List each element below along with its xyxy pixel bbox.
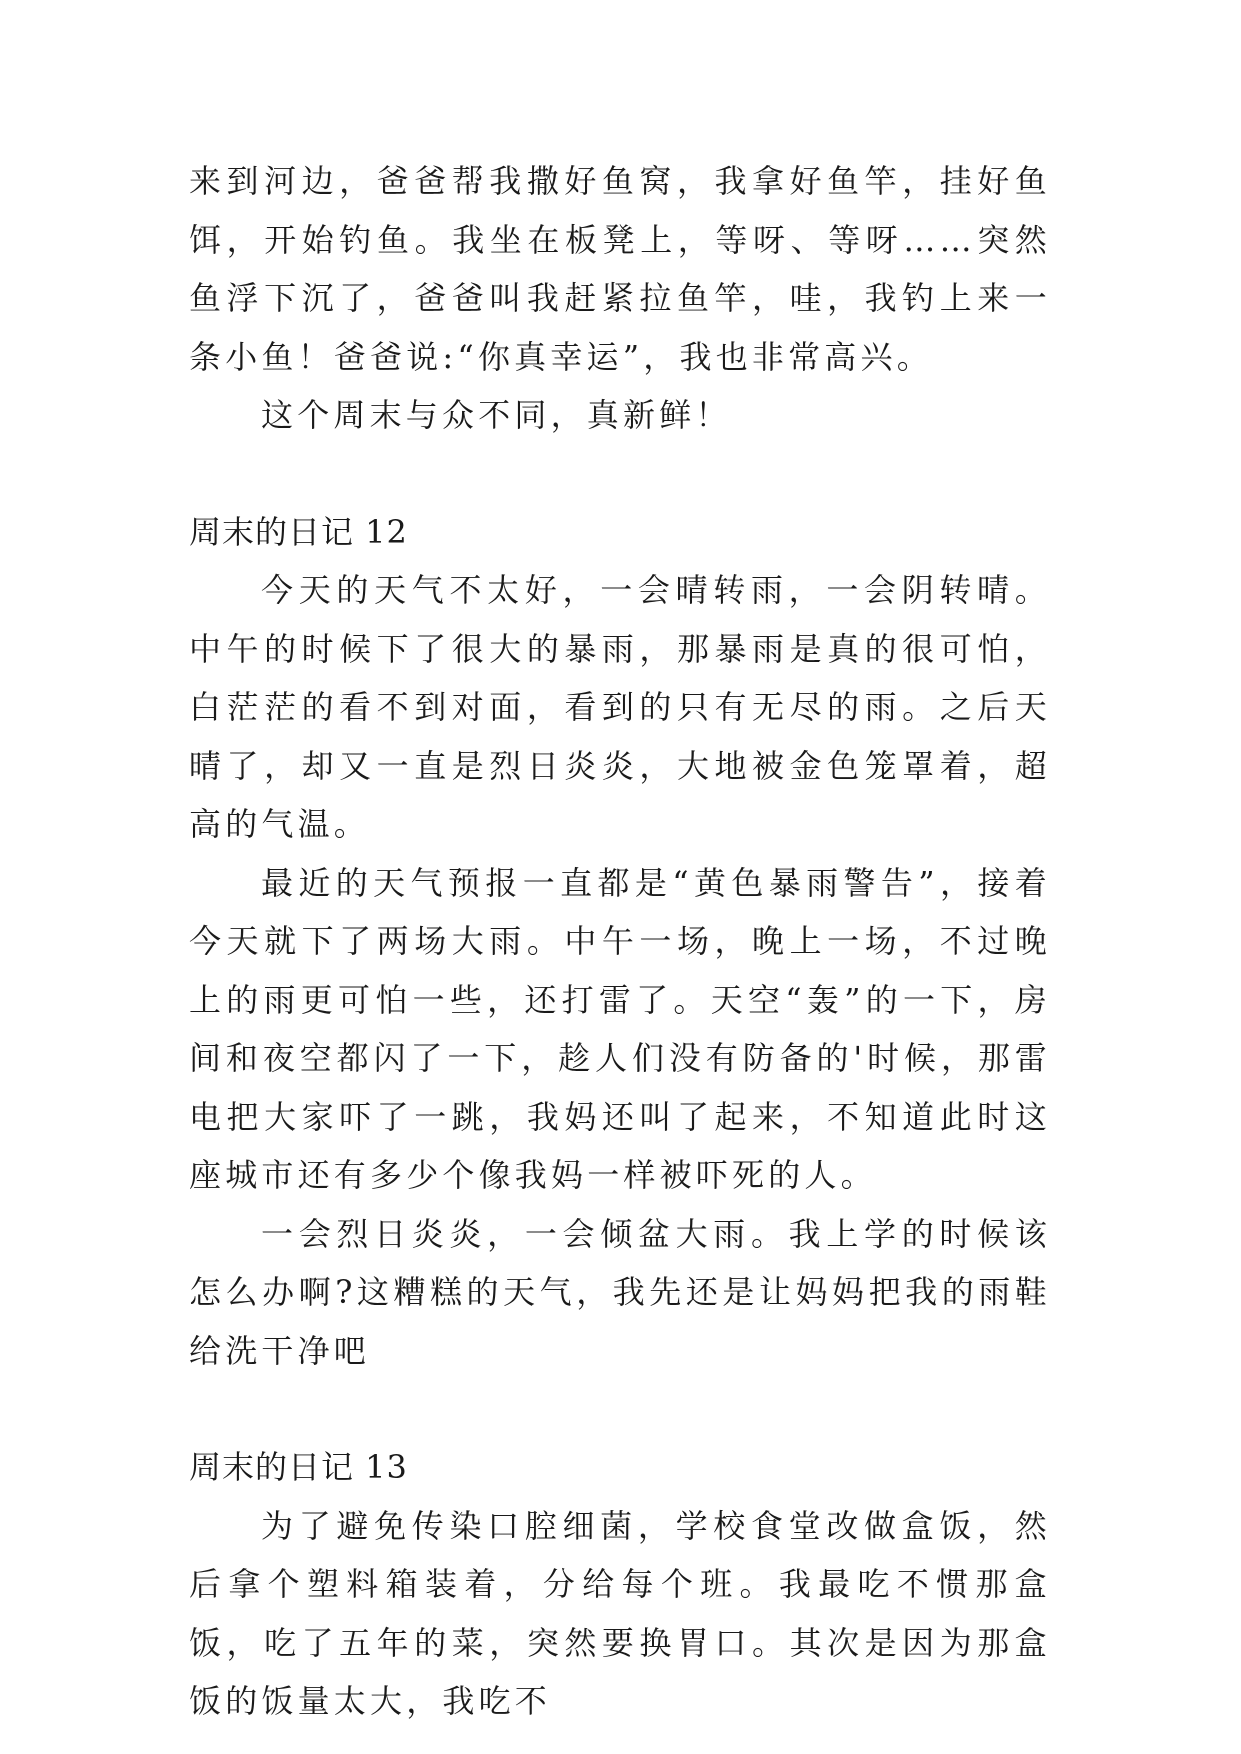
section-spacer	[189, 1380, 1051, 1438]
paragraph-lunchbox: 为了避免传染口腔细菌，学校食堂改做盒饭，然后拿个塑料箱装着，分给每个班。我最吃不惯那盒饭，吃了五年的菜，突然要换胃口。其次是因为那盒饭的饭量太大，我吃不	[189, 1506, 1051, 1720]
paragraph-weekend-summary: 这个周末与众不同，真新鲜！	[261, 396, 732, 434]
heading-diary-12: 周末的日记 12	[189, 512, 408, 551]
heading-diary-13: 周末的日记 13	[189, 1448, 408, 1486]
paragraph-weather: 今天的天气不太好，一会晴转雨，一会阴转晴。中午的时候下了很大的暴雨，那暴雨是真的很可怕，白茫茫的看不到对面，看到的只有无尽的雨。之后天晴了，却又一直是烈日炎炎，大地被金色笼罩着，超高的气温。	[189, 571, 1051, 843]
document-body	[189, 152, 1051, 1731]
section-spacer	[189, 445, 1051, 503]
paragraph-rainstorm-warning: 最近的天气预报一直都是“黄色暴雨警告”，接着今天就下了两场大雨。中午一场，晚上一场，不过晚上的雨更可怕一些，还打雷了。天空“轰”的一下，房间和夜空都闪了一下，趁人们没有防备的'时候，那雷电把大家吓了一跳，我妈还叫了起来，不知道此时这座城市还有多少个像我妈一样被吓死的人。	[189, 863, 1051, 1194]
paragraph-school-worry: 一会烈日炎炎，一会倾盆大雨。我上学的时候该怎么办啊?这糟糕的天气，我先还是让妈妈把我的雨鞋给洗干净吧	[189, 1214, 1051, 1370]
paragraph-fishing: 来到河边，爸爸帮我撒好鱼窝，我拿好鱼竿，挂好鱼饵，开始钓鱼。我坐在板凳上，等呀、等呀……突然鱼浮下沉了，爸爸叫我赶紧拉鱼竿，哇，我钓上来一条小鱼！爸爸说:“你真幸运”，我也非常高兴。	[189, 162, 1051, 376]
